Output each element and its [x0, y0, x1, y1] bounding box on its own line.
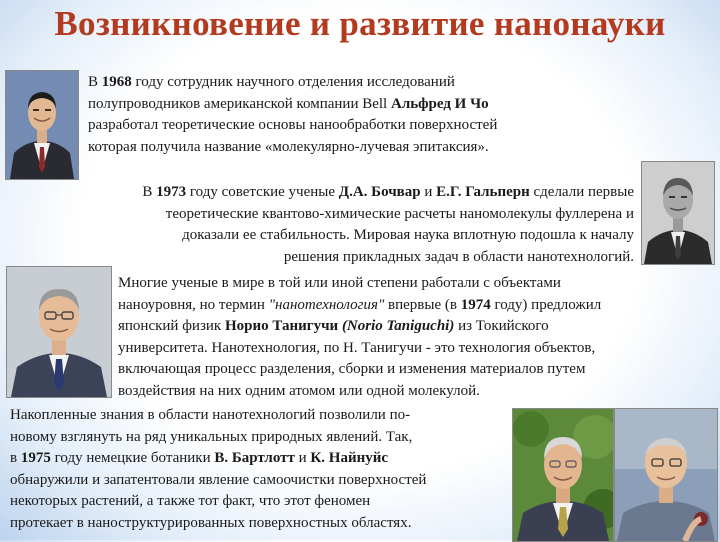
p3-line-4: университета. Нанотехнология, по Н. Танигучи - это технология объектов, [118, 339, 596, 356]
p1-line-4: которая получила название «молекулярно-лучевая эпитаксия». [88, 138, 489, 155]
p3-line-3: японский физик Норио Танигучи (Norio Taniguchi) из Токийского [118, 318, 549, 334]
portrait-taniguchi [6, 266, 112, 398]
portrait-bochvar [641, 161, 715, 265]
portrait-barthlott [512, 408, 614, 542]
p2-line-4: решения прикладных задач в области нанотехнологий. [283, 248, 634, 265]
p2-line-3: доказали ее стабильность. Мировая наука вплотную подошла к началу [182, 227, 634, 243]
p4-line-1: Накопленные знания в области нанотехнологий позволили по- [10, 407, 411, 423]
p3-line-5: включающая процесс разделения, сборки и изменения материалов путем [118, 361, 586, 377]
p3-line-6: воздействия на них одним атомом или одной молекулой. [118, 382, 480, 399]
p4-line-3: в 1975 году немецкие ботаники В. Бартлотт и К. Найнуйс [10, 450, 389, 466]
p4-line-4: обнаружили и запатентовали явление самоочистки поверхностей [10, 471, 427, 488]
p1-line-3: разработал теоретические основы нанообработки поверхностей [88, 117, 498, 133]
p4-line-2: новому взглянуть на ряд уникальных природных явлений. Так, [10, 428, 413, 445]
p1-line-1: В 1968 году сотрудник научного отделения исследований [88, 74, 455, 90]
paragraph-1968 [88, 72, 497, 158]
p1-line-2: полупроводников американской компании Bell Альфред И Чо [88, 95, 489, 112]
portrait-alfred-cho [5, 70, 79, 180]
paragraph-1973 [30, 182, 634, 268]
p2-line-1: В 1973 году советские ученые Д.А. Бочвар и Е.Г. Гальперн сделали первые [142, 184, 634, 200]
p2-line-2: теоретические квантово-химические расчеты наномолекулы фуллерена и [165, 205, 634, 222]
slide-title: Возникновение и развитие нанонауки [54, 4, 666, 43]
p4-line-5: некоторых растений, а также тот факт, что этот феномен [10, 493, 371, 509]
paragraph-1975 [10, 405, 426, 534]
p3-line-1: Многие ученые в мире в той или иной степени работали с объектами [118, 275, 561, 291]
p3-line-2: наноуровня, но термин "нанотехнология" впервые (в 1974 году) предложил [118, 296, 602, 313]
portrait-neinhuis [614, 408, 718, 542]
paragraph-1974 [118, 273, 601, 402]
p4-line-6: протекает в наноструктурированных поверхностных областях. [10, 514, 412, 531]
